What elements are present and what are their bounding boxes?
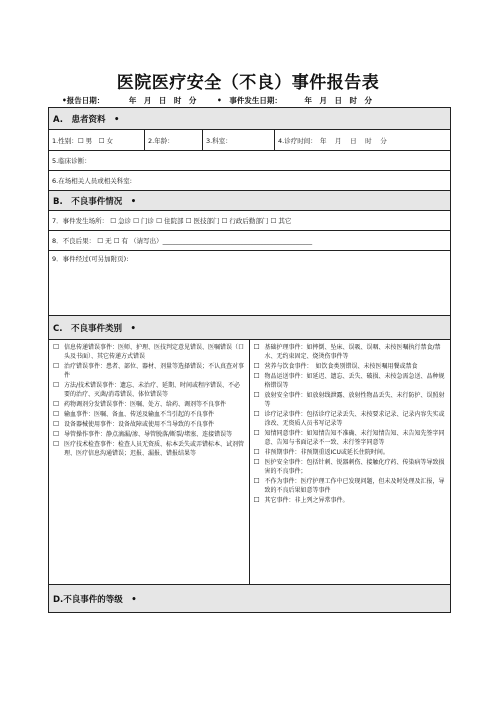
category-item[interactable] bbox=[254, 391, 447, 409]
occur-date-label: • 事件发生日期： bbox=[217, 96, 282, 105]
checkbox-icon[interactable]: ☐ bbox=[253, 391, 260, 399]
section-a-header: A. 患者资料 • bbox=[49, 108, 450, 130]
section-c-header: C. 不良事件类别 • bbox=[49, 316, 450, 340]
category-item[interactable] bbox=[254, 477, 447, 495]
category-item-label: 导管操作事件：静点滴漏/渗、导管脱落/断裂/堵塞、连接错误等 bbox=[64, 431, 233, 438]
category-item-label: 药物调剂分发错误事件：医嘱、处方、给药、调剂等不良事件 bbox=[64, 401, 227, 408]
checkbox-icon[interactable]: ☐ bbox=[253, 448, 260, 456]
checkbox-icon[interactable]: ☐ bbox=[53, 440, 60, 448]
category-item-label: 诊疗记录事件：包括诊疗记录丢失、未按要求记录、记录内容失实或涂改、无资质人员书写记录等 bbox=[264, 411, 445, 427]
adverse-result-field[interactable]: 8．不良后果： ☐ 无 ☐ 有 （请写出）______________________________________________ bbox=[49, 231, 450, 251]
checkbox-icon[interactable]: ☐ bbox=[253, 477, 260, 485]
treatment-time-field[interactable]: 4.诊疗时间： 年 月 日 时 分 bbox=[278, 136, 387, 145]
checkbox-icon[interactable]: ☐ bbox=[53, 430, 60, 438]
category-item[interactable] bbox=[254, 343, 447, 361]
checkbox-icon[interactable]: ☐ bbox=[253, 362, 260, 370]
event-process-field[interactable]: 9．事件经过(可另加附页): bbox=[49, 251, 450, 316]
checkbox-icon[interactable]: ☐ bbox=[53, 343, 60, 351]
checkbox-icon[interactable]: ☐ bbox=[253, 372, 260, 380]
category-item-label: 医护安全事件：包括针刺、锐器刺伤、接触化疗药、传染病等导致损害的不良事件； bbox=[264, 459, 445, 475]
diagnosis-field[interactable]: 5.临床诊断： bbox=[49, 151, 450, 171]
page-title: 医院医疗安全（不良）事件报告表 bbox=[116, 73, 380, 93]
category-item-label: 方法/技术错误事件：遗忘、未治疗、延期、时间或程序错误、不必要的治疗、灭菌/消毒错误、体位错误等 bbox=[64, 382, 241, 398]
report-table bbox=[48, 107, 451, 613]
category-item-label: 物品运送事件：如延迟、遗忘、丢失、破损、未按急需急送、品种规格错误等 bbox=[264, 373, 445, 389]
category-item-label: 治疗错误事件：患者、部位、器材、剂量等选择错误；不认真查对事件 bbox=[64, 363, 245, 379]
checkbox-icon[interactable]: ☐ bbox=[53, 400, 60, 408]
category-item[interactable] bbox=[53, 381, 245, 399]
category-item-label: 基础护理事件：如摔倒、坠床、误吸、误咽、未按医嘱执行禁食/禁水、无约束固定、烧烫伤事件等 bbox=[264, 344, 441, 360]
category-item[interactable] bbox=[53, 440, 245, 458]
department-field[interactable]: 3.科室： bbox=[203, 130, 275, 150]
category-item[interactable] bbox=[254, 448, 447, 457]
report-date-units[interactable]: 年 月 日 时 分 bbox=[128, 96, 197, 105]
checkbox-icon[interactable]: ☐ bbox=[253, 410, 260, 418]
category-item-label: 输血事件：医嘱、备血、传送及输血不当引起的不良事件 bbox=[64, 411, 215, 418]
category-item[interactable] bbox=[254, 372, 447, 390]
category-item[interactable] bbox=[53, 400, 245, 409]
category-item-label: 其它事件：非上列之异常事件。 bbox=[264, 497, 349, 504]
section-d-header: D.不良事件的等级 • bbox=[49, 585, 450, 612]
category-item-label: 非预期事件：非预期重返ICU或延长住院时间。 bbox=[264, 449, 389, 456]
category-item[interactable] bbox=[53, 430, 245, 439]
age-field[interactable]: 2.年龄： bbox=[145, 130, 203, 150]
category-item[interactable] bbox=[53, 362, 245, 380]
checkbox-icon[interactable]: ☐ bbox=[253, 343, 260, 351]
category-item[interactable] bbox=[254, 496, 447, 505]
category-item-label: 信息传递错误事件：医师、护理、医技判定意见错误、医嘱错误（口头及书面）、其它传递方式错误 bbox=[64, 344, 245, 360]
event-location-field[interactable]: 7．事件发生场所： ☐ 急诊 ☐ 门诊 ☐ 住院部 ☐ 医技部门 ☐ 行政后勤部门 ☐ 其它 bbox=[49, 211, 450, 231]
checkbox-icon[interactable]: ☐ bbox=[53, 362, 60, 370]
category-item[interactable] bbox=[254, 429, 447, 447]
checkbox-icon[interactable]: ☐ bbox=[53, 420, 60, 428]
checkbox-icon[interactable]: ☐ bbox=[53, 410, 60, 418]
category-item-label: 知情同意事件：如知情告知不准确、未行知情告知、未告知先签字同意、告知与书面记录不一致、未行签字同意等 bbox=[264, 430, 445, 446]
category-item[interactable] bbox=[254, 362, 447, 371]
category-right-column bbox=[250, 340, 451, 584]
checkbox-icon[interactable]: ☐ bbox=[253, 496, 260, 504]
category-item[interactable] bbox=[53, 343, 245, 361]
category-item-label: 医疗技术检查事件：检查人员无资质、标本丢失或弄错标本、试剂管理、医疗信息沟通错误；迟报、漏报、错报结果等 bbox=[64, 441, 245, 457]
category-item-label: 设备器械使用事件：设备故障或使用不当导致的不良事件 bbox=[64, 421, 215, 428]
category-item[interactable] bbox=[53, 410, 245, 419]
checkbox-icon[interactable]: ☐ bbox=[253, 429, 260, 437]
occur-date-units[interactable]: 年 月 日 时 分 bbox=[304, 96, 372, 105]
report-date-label: •报告日期： bbox=[62, 96, 105, 105]
staff-field[interactable]: 6.在场相关人员或相关科室: bbox=[49, 171, 450, 191]
category-item[interactable] bbox=[53, 420, 245, 429]
category-item-label: 放射安全事件：如放射线泄露、放射性物品丢失、未行防护、误照射等 bbox=[264, 392, 445, 408]
patient-basic-row bbox=[49, 130, 450, 151]
category-item[interactable] bbox=[254, 410, 447, 428]
category-item-label: 营养与饮食事件： 如饮食类别错误、未按医嘱用餐或禁食 bbox=[264, 363, 418, 370]
category-item[interactable] bbox=[254, 458, 447, 476]
checkbox-icon[interactable]: ☐ bbox=[253, 458, 260, 466]
gender-field[interactable]: 1.性别：☐ 男 ☐ 女 bbox=[49, 130, 145, 150]
section-b-header: B. 不良事件情况 • bbox=[49, 191, 450, 211]
checkbox-icon[interactable]: ☐ bbox=[53, 381, 60, 389]
category-left-column bbox=[49, 340, 250, 584]
category-item-label: 不作为事件：医疗护理工作中已发现问题，但未及时处理及汇报，导致的不良后果如意等事件 bbox=[264, 478, 445, 494]
date-line bbox=[62, 95, 462, 106]
event-category-area bbox=[49, 340, 450, 585]
